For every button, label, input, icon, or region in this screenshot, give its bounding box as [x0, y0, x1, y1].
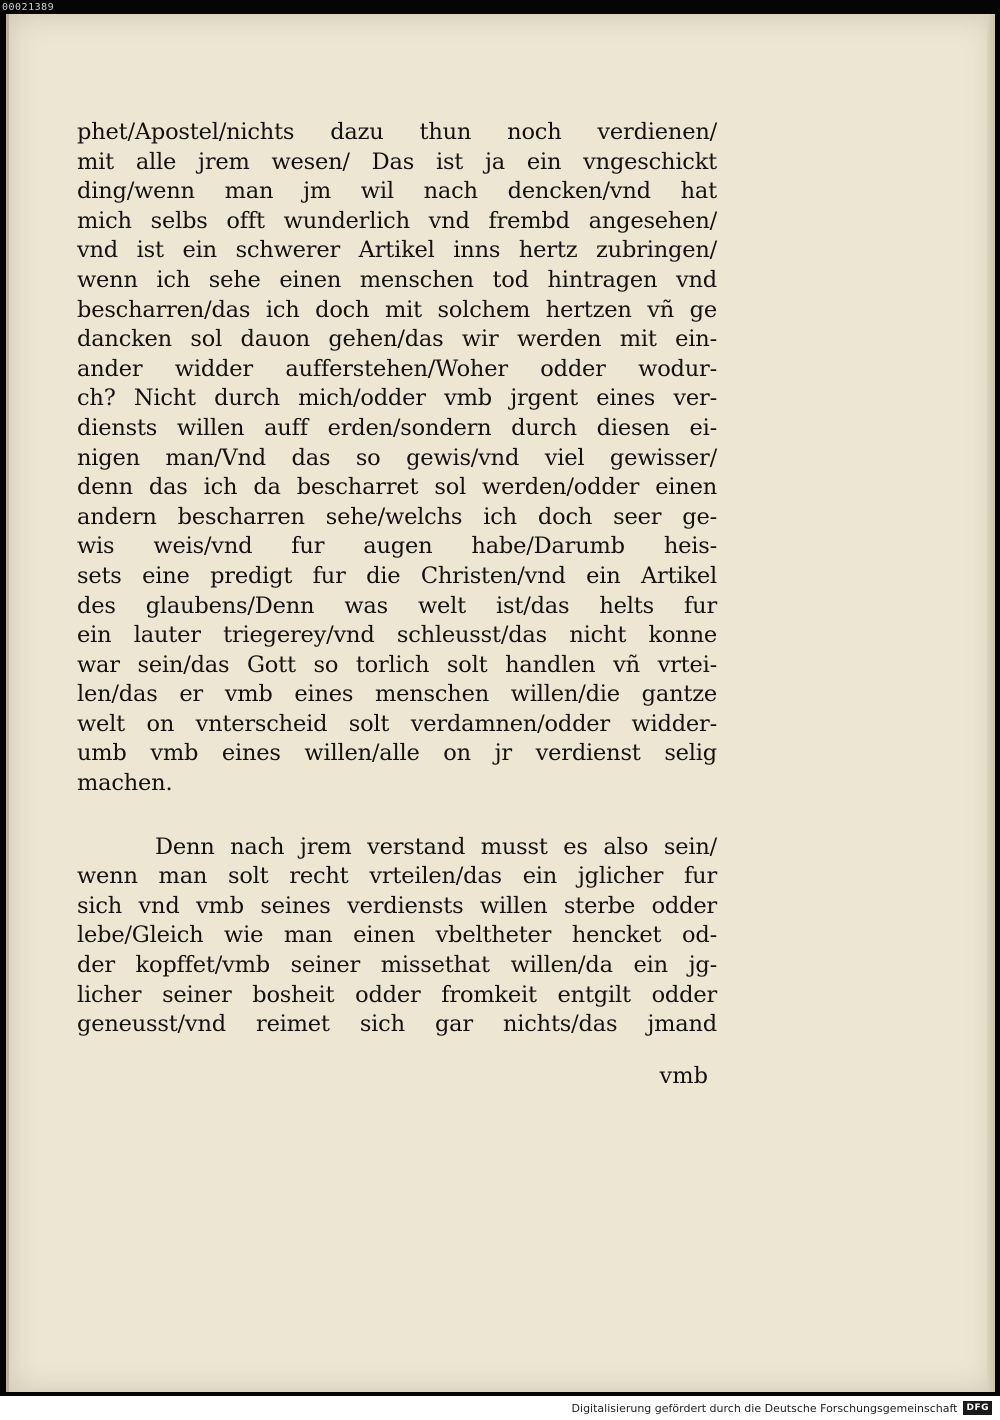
text-line: mit alle jrem wesen/ Das ist ja ein vngeschickt: [77, 148, 717, 175]
text-line: diensts willen auff erden/sondern durch diesen ei-: [77, 414, 717, 441]
text-line: geneusst/vnd reimet sich gar nichts/das jmand: [77, 1011, 717, 1038]
text-line: umb vmb eines willen/alle on jr verdienst selig: [77, 740, 717, 767]
text-line: licher seiner bosheit odder fromkeit entgilt odder: [77, 981, 717, 1008]
text-line: bescharren/das ich doch mit solchem hertzen vñ ge: [77, 296, 717, 323]
text-line: ch? Nicht durch mich/odder vmb jrgent eines ver-: [77, 385, 717, 412]
text-line: Denn nach jrem verstand musst es also sein/: [155, 833, 717, 860]
text-line: lebe/Gleich wie man einen vbeltheter hencket od-: [77, 922, 717, 949]
paragraph-1: [77, 118, 717, 799]
footer-bar: [0, 1396, 1000, 1420]
text-line: nigen man/Vnd das so gewis/vnd viel gewisser/: [77, 444, 717, 471]
text-line: machen.: [77, 770, 173, 797]
text-line: sich vnd vmb seines verdiensts willen sterbe odder: [77, 892, 717, 919]
text-line: wenn man solt recht vrteilen/das ein jglicher fur: [77, 863, 717, 890]
paragraph-gap: [77, 799, 717, 833]
text-line: ding/wenn man jm wil nach dencken/vnd hat: [77, 178, 717, 205]
text-line: phet/Apostel/nichts dazu thun noch verdienen/: [77, 119, 717, 145]
text-line: andern bescharren sehe/welchs ich doch seer ge-: [77, 503, 717, 530]
text-line: wis weis/vnd fur augen habe/Darumb heis-: [77, 533, 717, 560]
dfg-logo-icon: DFG: [963, 1401, 992, 1415]
text-line: ein lauter triegerey/vnd schleusst/das nicht konne: [77, 622, 717, 649]
text-line: denn das ich da bescharret sol werden/odder einen: [77, 474, 717, 501]
text-line: ander widder aufferstehen/Woher odder wodur-: [77, 355, 717, 382]
catchword: vmb: [659, 1063, 708, 1089]
text-line: war sein/das Gott so torlich solt handlen vñ vrtei-: [77, 651, 717, 678]
funding-notice: Digitalisierung gefördert durch die Deutsche Forschungsgemeinschaft: [571, 1401, 958, 1415]
text-line: sets eine predigt fur die Christen/vnd ein Artikel: [77, 562, 717, 589]
text-line: der kopffet/vmb seiner missethat willen/da ein jg-: [77, 952, 717, 979]
text-line: des glaubens/Denn was welt ist/das helts fur: [77, 592, 717, 619]
paragraph-2: [77, 833, 717, 1040]
text-line: len/das er vmb eines menschen willen/die gantze: [77, 681, 717, 708]
scan-id-label: 00021389: [2, 2, 55, 13]
text-line: mich selbs offt wunderlich vnd frembd angesehen/: [77, 207, 717, 234]
text-line: wenn ich sehe einen menschen tod hintragen vnd: [77, 266, 717, 293]
book-page: [6, 14, 995, 1392]
text-line: vnd ist ein schwerer Artikel inns hertz zubringen/: [77, 237, 717, 264]
text-line: dancken sol dauon gehen/das wir werden mit ein-: [77, 326, 717, 353]
page-text: [77, 118, 717, 1040]
text-line: welt on vnterscheid solt verdamnen/odder widder-: [77, 710, 717, 737]
